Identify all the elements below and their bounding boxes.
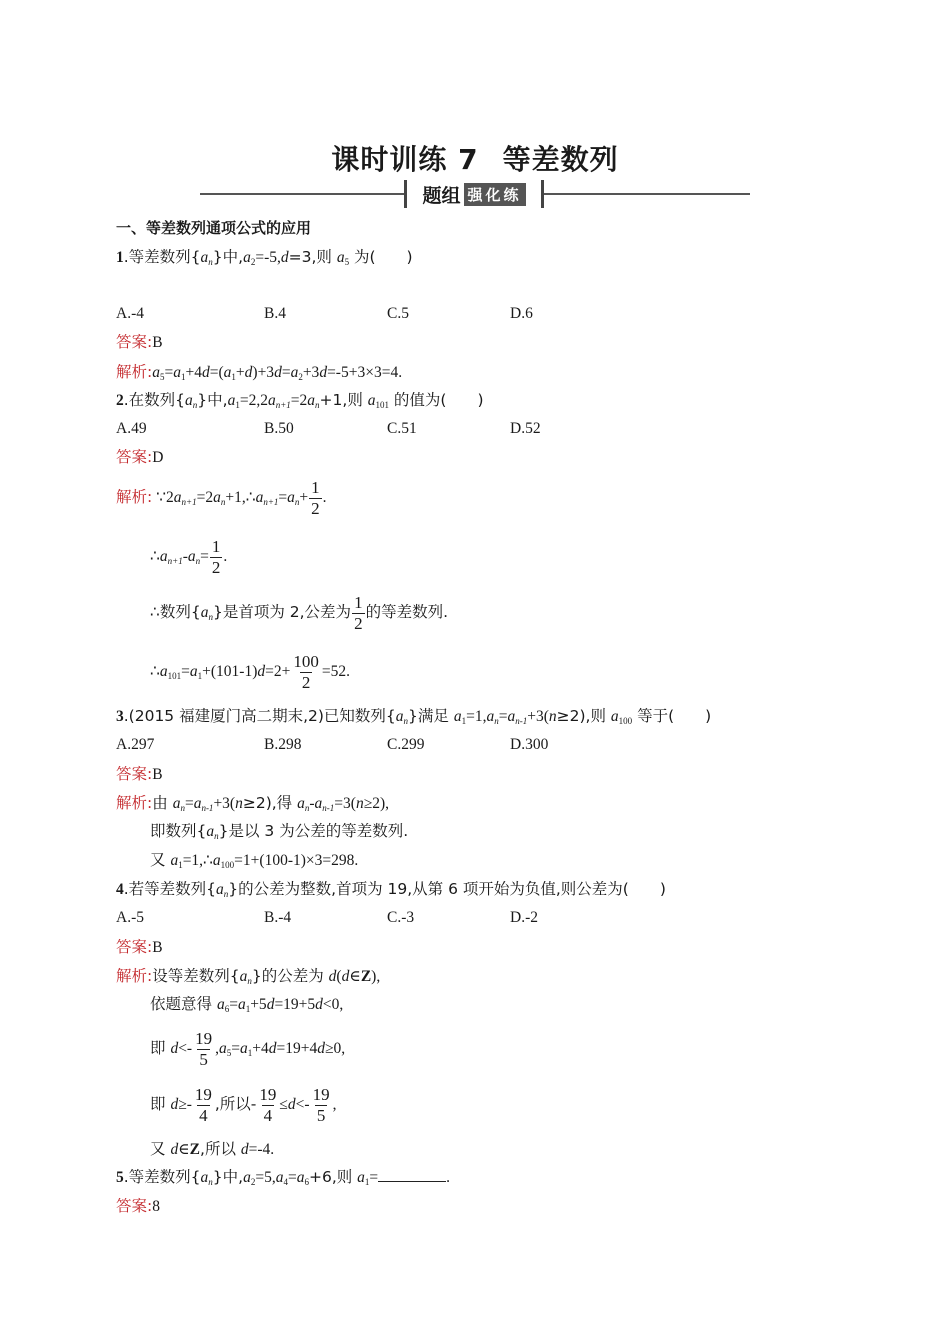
q2-analysis-line2: $\therefore a_{n+1}-a_n=$ $\frac{1}{2}$ . <box>150 537 228 577</box>
fraction: $\frac{100}{2}$ <box>293 652 319 692</box>
q3-analysis-line3: 又 $a_1=1,\therefore a_{100}=1+(100-1)\times 3=298$. <box>150 851 359 870</box>
option-a: A.-5 <box>116 909 144 926</box>
option-d: D.52 <box>510 420 541 437</box>
option-c: C.51 <box>387 420 417 437</box>
fraction: $\frac{1}{2}$ <box>354 593 363 633</box>
option-c: C.299 <box>387 736 425 753</box>
q1-analysis: 解析$:a_5=a_1+4d=(a_1+d)+3d=a_2+3d=-5+3\times 3=4$. <box>116 363 403 382</box>
section-banner <box>200 180 750 208</box>
banner-label: 题组 <box>422 184 461 207</box>
q2-analysis-line1: 解析: $\because 2a_{n+1}=2a_n+1,\therefore a_{n+1}=a_n+$ $\frac{1}{2}$ . <box>116 478 327 518</box>
fraction: $\frac{19}{4}$ <box>194 1085 212 1125</box>
option-b: B.4 <box>264 305 286 322</box>
banner-box <box>404 180 544 208</box>
option-b: B.-4 <box>264 909 292 926</box>
option-a: A.297 <box>116 736 155 753</box>
q3-answer: 答案:B <box>116 765 163 783</box>
fraction: $\frac{1}{2}$ <box>211 537 221 577</box>
option-d: D.-2 <box>510 909 538 926</box>
banner-rule-right <box>544 193 750 195</box>
fraction: $\frac{19}{4}$ <box>259 1085 277 1125</box>
q4-answer: 答案:B <box>116 938 163 956</box>
option-d: D.300 <box>510 736 549 753</box>
q2-answer: 答案:D <box>116 448 164 466</box>
option-c: C.5 <box>387 305 409 322</box>
question-4: 4.若等差数列$\{a_n\}$的公差为整数,首项为 19,从第 6 项开始为负值,则公差为( ) <box>116 880 666 899</box>
option-a: A.-4 <box>116 305 144 322</box>
fraction: $\frac{19}{5}$ <box>195 1029 213 1069</box>
option-c: C.-3 <box>387 909 415 926</box>
q4-analysis-line2: 依题意得 $a_6=a_1+5d=19+5d<0$, <box>150 995 344 1014</box>
q2-analysis-line4: $\therefore a_{101}=a_1+(101-1)d=2+$ $\frac{100}{2}$ =52. <box>150 652 350 692</box>
option-b: B.298 <box>264 736 302 753</box>
q5-answer: 答案:8 <box>116 1197 160 1215</box>
answer-blank <box>378 1167 446 1182</box>
page-title: 课时训练 7 等差数列 <box>331 143 619 176</box>
option-a: A.49 <box>116 420 147 437</box>
fraction: $\frac{19}{5}$ <box>312 1085 330 1125</box>
q4-analysis-line1: 解析:设等差数列$\{a_n\}$的公差为 d(d∈Z), <box>116 967 381 986</box>
fraction: $\frac{1}{2}$ <box>311 478 320 518</box>
option-d: D.6 <box>510 305 533 322</box>
q4-analysis-line3: 即 d<- $\frac{19}{5}$ $,a_5=a_1+4d=19+4d\ge 0$, <box>150 1029 346 1069</box>
q3-analysis-line1: 解析:由 $a_n=a_{n-1}+3(n\ge 2)$,得 $a_n-a_{n-1}=3(n\ge 2)$, <box>116 794 389 813</box>
q4-analysis-line4: 即 d≥- $\frac{19}{4}$ ,所以- $\frac{19}{4}$ ≤d<- $\frac{19}{5}$ , <box>150 1085 337 1125</box>
banner-highlight: 强化练 <box>464 183 526 206</box>
banner-rule-left <box>200 193 404 195</box>
section-heading: 一、等差数列通项公式的应用 <box>116 219 312 237</box>
question-3: 3.(2015 福建厦门高二期末,2)已知数列$\{a_n\}$满足 $a_1=1,a_n=a_{n-1}+3(n\ge 2)$,则 $a_{100}$ 等于( ) <box>116 707 712 726</box>
question-2: 2.在数列$\{a_n\}$中$,a_1=2,2a_{n+1}=2a_n+1$,则 $a_{101}$ 的值为( ) <box>116 391 484 410</box>
q2-analysis-line3: ∴数列$\{a_n\}$是首项为 2,公差为 $\frac{1}{2}$ 的等差数列. <box>150 593 448 633</box>
question-5: 5.等差数列$\{a_n\}$中$,a_2=5,a_4=a_6+6$,则 $a_1=$ . <box>116 1168 451 1187</box>
q3-analysis-line2: 即数列$\{a_n\}$是以 3 为公差的等差数列. <box>150 822 409 841</box>
q1-answer: 答案:B <box>116 333 163 351</box>
option-b: B.50 <box>264 420 294 437</box>
q4-analysis-line5: 又 d∈Z,所以 d=-4. <box>150 1140 275 1158</box>
question-1: 1.等差数列$\{a_n\}$中$,a_2=-5,d=3$,则 $a_5$ 为( ) <box>116 248 413 267</box>
